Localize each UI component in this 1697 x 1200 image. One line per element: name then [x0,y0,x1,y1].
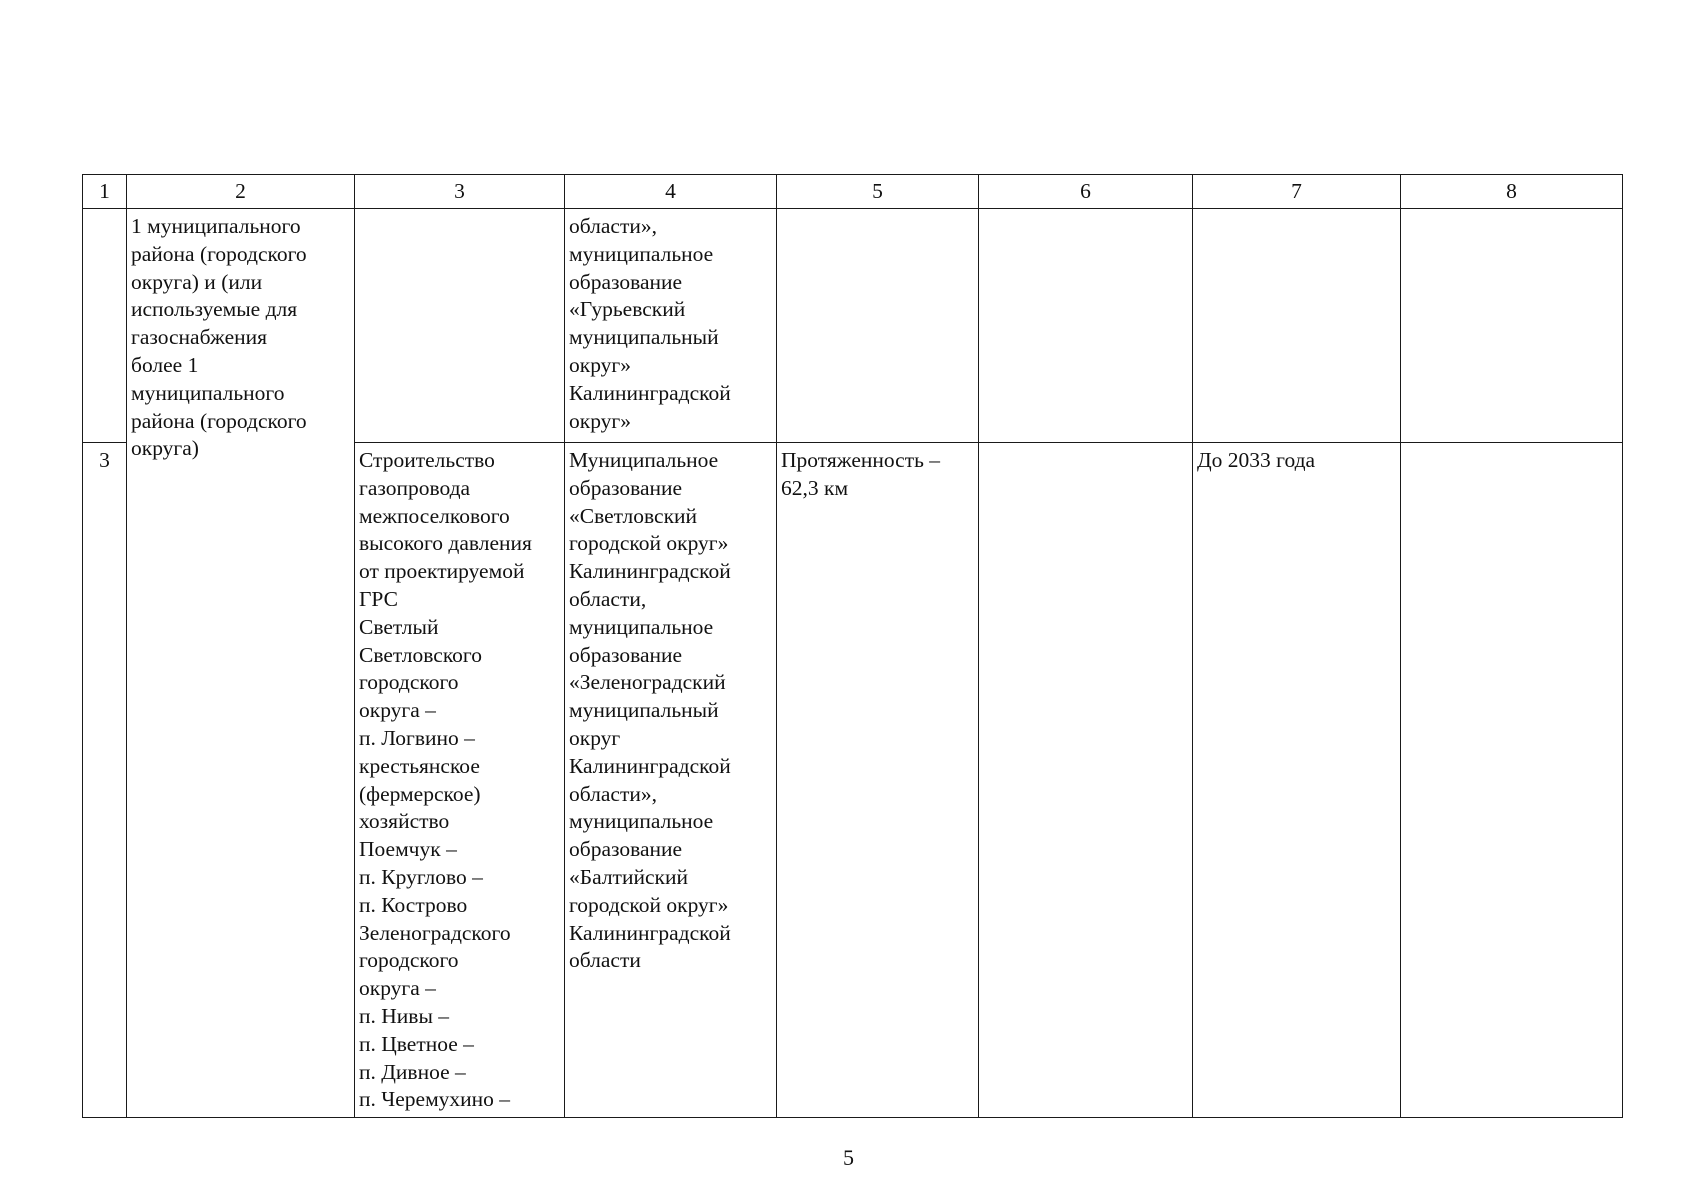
row3-number: 3 [83,443,127,1118]
header-cell-8: 8 [1401,175,1623,209]
header-cell-5: 5 [777,175,979,209]
header-cell-6: 6 [979,175,1193,209]
row3-object-name: Строительство газопровода межпоселкового высокого давления от проектируемой ГРС Светлый Светловского городского округа – п. Логвино – крестьянское (фермерское) хозяйство Поемчук – п. Круглово – п. Кострово Зеленоградского городского округа – п. Нивы – п. Цветное – п. Дивное – п. Черемухино – [355,443,565,1118]
row-continued-col7 [1193,209,1401,443]
header-cell-7: 7 [1193,175,1401,209]
row-continued-col6 [979,209,1193,443]
row3-col6 [979,443,1193,1118]
row-continued-col1 [83,209,127,443]
page-number: 5 [843,1145,854,1170]
table-row-continued [83,209,1623,443]
row-continued-col3 [355,209,565,443]
header-cell-4: 4 [565,175,777,209]
document-table [82,174,1623,1118]
row3-col8 [1401,443,1623,1118]
row3-location: Муниципальное образование «Светловский городской округ» Калининградской области, муниципальное образование «Зеленоградский муниципальный округ Калининградской области», муниципальное образование «Балтийский городской округ» Калининградской области [565,443,777,1118]
header-cell-1: 1 [83,175,127,209]
row3-characteristics: Протяженность – 62,3 км [777,443,979,1118]
header-cell-2: 2 [127,175,355,209]
row-continued-col2: 1 муниципального района (городского округа) и (или используемые для газоснабжения более 1 муниципального района (городского округа) [127,209,355,1118]
row3-deadline: До 2033 года [1193,443,1401,1118]
table-header-row [83,175,1623,209]
row-continued-col8 [1401,209,1623,443]
row-continued-col4: области», муниципальное образование «Гурьевский муниципальный округ» Калининградской округ» [565,209,777,443]
row-continued-col5 [777,209,979,443]
header-cell-3: 3 [355,175,565,209]
